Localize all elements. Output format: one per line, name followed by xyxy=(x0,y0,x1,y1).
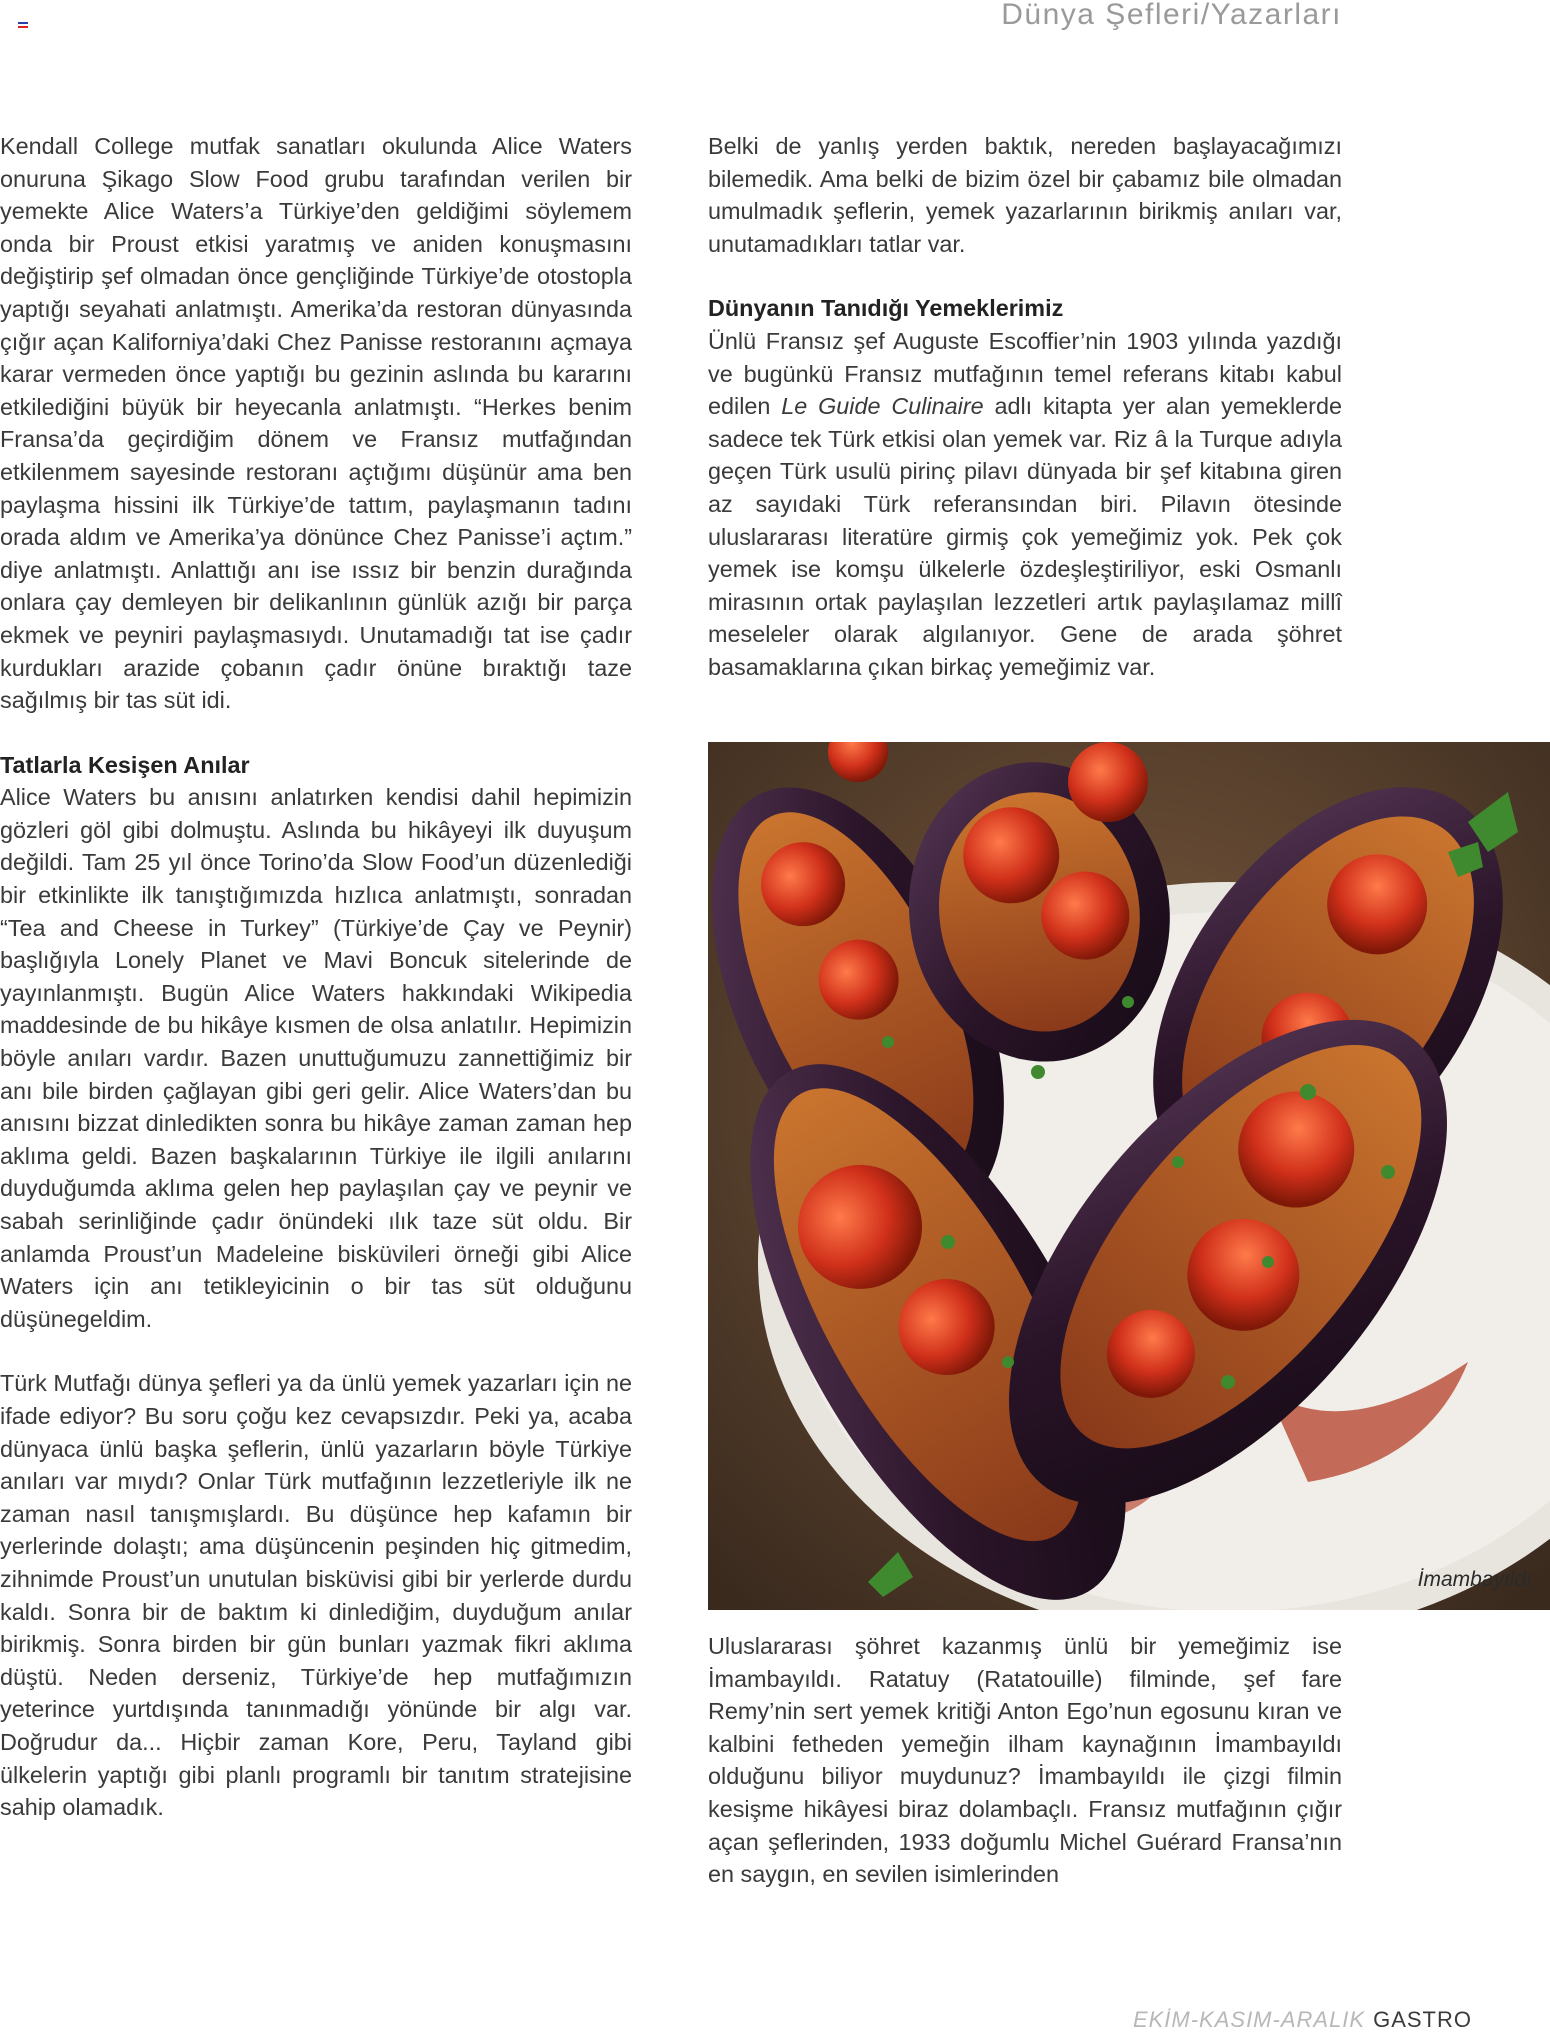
paragraph: Türk Mutfağı dünya şefleri ya da ünlü yemek yazarları için ne ifade ediyor? Bu soru çoğu kez cevapsızdır. Peki ya, acaba dünyaca ünlü başka şeflerin, ünlü yazarların böyle Türkiye anıları var mıydı? Onlar Türk mutfağının lezzetleriyle ilk ne zaman nasıl tanışmışlardı. Bu düşünce hep kafamın bir yerlerinde dolaştı; ama düşüncenin peşinden hiç gitmedim, zihnimde Proust’un unutulan bisküvisi gibi bir yerlerde durdu kaldı. Sonra bir de baktım ki dinlediğim, duyduğum anılar birikmiş. Sonra birden bir gün bunları yazmak fikri aklıma düştü. Neden derseniz, Türkiye’de hep mutfağımızın yeterince yurtdışında tanınmadığı yönünde bir algı var. Doğrudur da... Hiçbir zaman Kore, Peru, Tayland gibi ülkelerin yaptığı gibi planlı programlı bir tanıtım stratejisine sahip olamadık. xyxy=(0,1370,632,1821)
flag-icon xyxy=(18,22,28,28)
paragraph: Uluslararası şöhret kazanmış ünlü bir yemeğimiz ise İmambayıldı. Ratatuy (Ratatouille) filminde, şef fare Remy’nin sert yemek kritiği Anton Ego’nun egosunu kıran ve kalbini fetheden yemeğin ilham kaynağının İmambayıldı olduğunu biliyor muydunuz? İmambayıldı ile çizgi filmin kesişme hikâyesi biraz dolambaçlı. Fransız mutfağının çığır açan şeflerinden, 1933 doğumlu Michel Guérard Fransa’nın en saygın, en sevilen isimlerinden xyxy=(708,1633,1342,1888)
section-title: Dünya Şefleri/Yazarları xyxy=(1001,0,1342,31)
subheading: Dünyanın Tanıdığı Yemeklerimiz xyxy=(708,295,1064,322)
right-column xyxy=(708,130,1342,684)
paragraph: Alice Waters bu anısını anlatırken kendisi dahil hepimizin gözleri göl gibi dolmuştu. Aslında bu hikâyeyi ilk duyuşum değildi. Tam 25 yıl önce Torino’da Slow Food’un düzenlediği bir etkinlikte ilk tanıştığımızda hızlıca anlatmıştı, sonradan “Tea and Cheese in Turkey” (Türkiye’de Çay ve Peynir) başlığıyla Lonely Planet ve Mavi Boncuk sitelerinde de yayınlanmıştı. Bugün Alice Waters hakkındaki Wikipedia maddesinde de bu hikâye kısmen de olsa anlatılır. Hepimizin böyle anıları vardır. Bazen unuttuğumuzu zannettiğimiz bir anı bile birden çağlayan gibi geri gelir. Alice Waters’dan bu anısını bizzat dinledikten sonra bu hikâye zaman zaman hep aklıma geldi. Bazen başkalarının Türkiye ile ilgili anılarını duyduğumda aklıma gelen hep paylaşılan çay ve peynir ve sabah serinliğinde çadır önündeki ılık taze süt oldu. Bir anlamda Proust’un Madeleine bisküvileri örneği gibi Alice Waters için anı tetikleyicinin o bir tas süt olduğunu düşünegeldim. xyxy=(0,784,632,1332)
issue-label: EKİM-KASIM-ARALIK xyxy=(1132,2007,1366,2032)
paragraph: Kendall College mutfak sanatları okulunda Alice Waters onuruna Şikago Slow Food grubu tarafından verilen bir yemekte Alice Waters’a Türkiye’den geldiğimi söylemem onda bir Proust etkisi yaratmış ve aniden konuşmasını değiştirip şef olmadan önce gençliğinde Türkiye’de otostopla yaptığı seyahati anlatmıştı. Amerika’da restoran dünyasında çığır açan Kaliforniya’daki Chez Panisse restoranını açmaya karar vermeden önce yaptığı bu gezinin aslında bu kararını etkilediğini büyük bir heyecanla anlatmıştı. “Herkes benim Fransa’da geçirdiğim dönem ve Fransız mutfağından etkilenmem sayesinde restoranı açtığımı düşünür ama ben paylaşma hissini ilk Türkiye’de tattım, paylaşmanın tadını orada aldım ve Amerika’ya dönünce Chez Panisse’i açtım.” diye anlatmıştı. Anlattığı anı ise ıssız bir benzin durağında onlara çay demleyen bir delikanlının günlük azığı bir parça ekmek ve peyniri paylaşmasıydı. Unutamadığı tat ise çadır kurdukları arazide çobanın çadır önüne bıraktığı taze sağılmış bir tas süt idi. xyxy=(0,133,632,714)
paragraph xyxy=(708,325,1342,684)
left-column xyxy=(0,130,632,1824)
subheading: Tatlarla Kesişen Anılar xyxy=(0,751,250,778)
page-footer xyxy=(1133,2007,1472,2033)
photo-caption: İmambayıldı xyxy=(1417,1568,1532,1591)
magazine-brand: GASTRO xyxy=(1373,2007,1472,2032)
paragraph-part: adlı kitapta yer alan yemeklerde sadece tek Türk etkisi olan yemek var. Riz â la Turque adıyla geçen Türk usulü pirinç pilavı dünyada bir şef kitabına giren az sayıdaki Türk referansından biri. Pilavın ötesinde uluslararası literatüre girmiş çok yemeğimiz yok. Pek çok yemek ise komşu ülkelerle özdeşleştiriliyor, eski Osmanlı mirasının ortak paylaşılan lezzetleri artık paylaşılamaz millî meseleler olarak algılanıyor. Gene de arada şöhret basamaklarına çıkan birkaç yemeğimiz var. xyxy=(708,393,1342,680)
right-column-continued xyxy=(708,1630,1342,1891)
book-title: Le Guide Culinaire xyxy=(781,393,984,420)
paragraph: Belki de yanlış yerden baktık, nereden başlayacağımızı bilemedik. Ama belki de bizim özel bir çabamız bile olmadan umulmadık şeflerin, yemek yazarlarının birikmiş anıları var, unutamadıkları tatlar var. xyxy=(708,133,1342,257)
paragraph-part: Ünlü Fransız şef Auguste Escoffier’nin 1903 yılında yazdığı ve bugünkü Fransız mutfağının temel referans kitabı kabul edilen xyxy=(708,327,1342,420)
eggplant-illustration xyxy=(708,742,1550,1610)
dish-photo xyxy=(708,742,1550,1610)
